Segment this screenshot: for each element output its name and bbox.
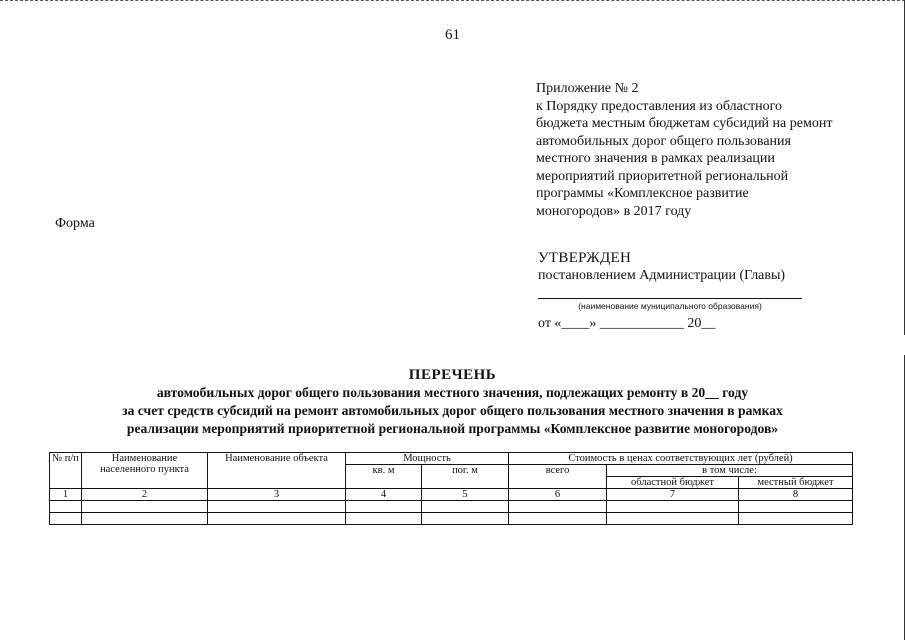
table-cell bbox=[346, 513, 422, 525]
table-cell bbox=[739, 513, 853, 525]
form-label: Форма bbox=[55, 216, 95, 231]
table-cell bbox=[208, 501, 346, 513]
column-number: 8 bbox=[739, 489, 853, 501]
header-including: в том числе: bbox=[607, 465, 853, 477]
appendix-line: местного значения в рамках реализации bbox=[536, 151, 775, 166]
column-number: 6 bbox=[509, 489, 607, 501]
column-number: 3 bbox=[208, 489, 346, 501]
appendix-line: автомобильных дорог общего пользования bbox=[536, 133, 791, 149]
table-row bbox=[50, 513, 853, 525]
appendix-line: моногородов» в 2017 году bbox=[536, 203, 692, 219]
municipality-caption: (наименование муниципального образования) bbox=[578, 301, 762, 311]
table-cell bbox=[346, 501, 422, 513]
column-number: 1 bbox=[50, 489, 82, 501]
table-cell bbox=[82, 501, 208, 513]
table-cell bbox=[422, 513, 509, 525]
column-number: 4 bbox=[346, 489, 422, 501]
header-number: № п/п bbox=[50, 453, 82, 489]
list-subtitle-line: реализации мероприятий приоритетной региональной программы «Комплексное развитие моногородов» bbox=[126, 421, 779, 436]
column-number: 5 bbox=[422, 489, 509, 501]
appendix-block bbox=[536, 80, 876, 220]
table-cell bbox=[607, 513, 739, 525]
list-title: ПЕРЕЧЕНЬ bbox=[408, 367, 497, 383]
appendix-line: к Порядку предоставления из областного bbox=[536, 98, 783, 114]
header-local-budget: местный бюджет bbox=[739, 477, 853, 489]
scan-edge-top bbox=[0, 0, 905, 2]
list-subtitle-line: за счет средств субсидий на ремонт автомобильных дорог общего пользования местного значения в рамках bbox=[122, 403, 783, 418]
approval-title: УТВЕРЖДЕН bbox=[538, 250, 632, 266]
appendix-line: Приложение № 2 bbox=[536, 81, 639, 96]
road-list-table bbox=[49, 452, 853, 525]
column-number: 2 bbox=[82, 489, 208, 501]
column-number-row bbox=[50, 489, 853, 501]
table-cell bbox=[50, 513, 82, 525]
header-total: всего bbox=[509, 465, 607, 489]
table-cell bbox=[509, 513, 607, 525]
table-cell bbox=[509, 501, 607, 513]
header-sqm: кв. м bbox=[346, 465, 422, 489]
municipality-name-line bbox=[538, 298, 802, 299]
list-subtitle-line: автомобильных дорог общего пользования местного значения, подлежащих ремонту в 20__ году bbox=[156, 385, 749, 400]
header-cost: Стоимость в ценах соответствующих лет (рублей) bbox=[509, 453, 853, 465]
table-cell bbox=[208, 513, 346, 525]
column-number: 7 bbox=[607, 489, 739, 501]
appendix-line: программы «Комплексное развитие bbox=[536, 186, 749, 201]
appendix-line: мероприятий приоритетной региональной bbox=[536, 168, 789, 184]
approval-date-line: от «____» ____________ 20__ bbox=[538, 316, 716, 331]
appendix-line: бюджета местным бюджетам субсидий на ремонт bbox=[536, 116, 833, 131]
header-object: Наименование объекта bbox=[208, 453, 346, 489]
header-settlement: Наименование населенного пункта bbox=[82, 453, 208, 489]
table-cell bbox=[422, 501, 509, 513]
table-cell bbox=[607, 501, 739, 513]
header-regional-budget: областной бюджет bbox=[607, 477, 739, 489]
table-cell bbox=[82, 513, 208, 525]
approval-by: постановлением Администрации (Главы) bbox=[538, 268, 786, 283]
table-cell bbox=[739, 501, 853, 513]
page-number: 61 bbox=[445, 27, 460, 43]
table-cell bbox=[50, 501, 82, 513]
header-linear-m: пог. м bbox=[422, 465, 509, 489]
header-capacity: Мощность bbox=[346, 453, 509, 465]
table-row bbox=[50, 501, 853, 513]
